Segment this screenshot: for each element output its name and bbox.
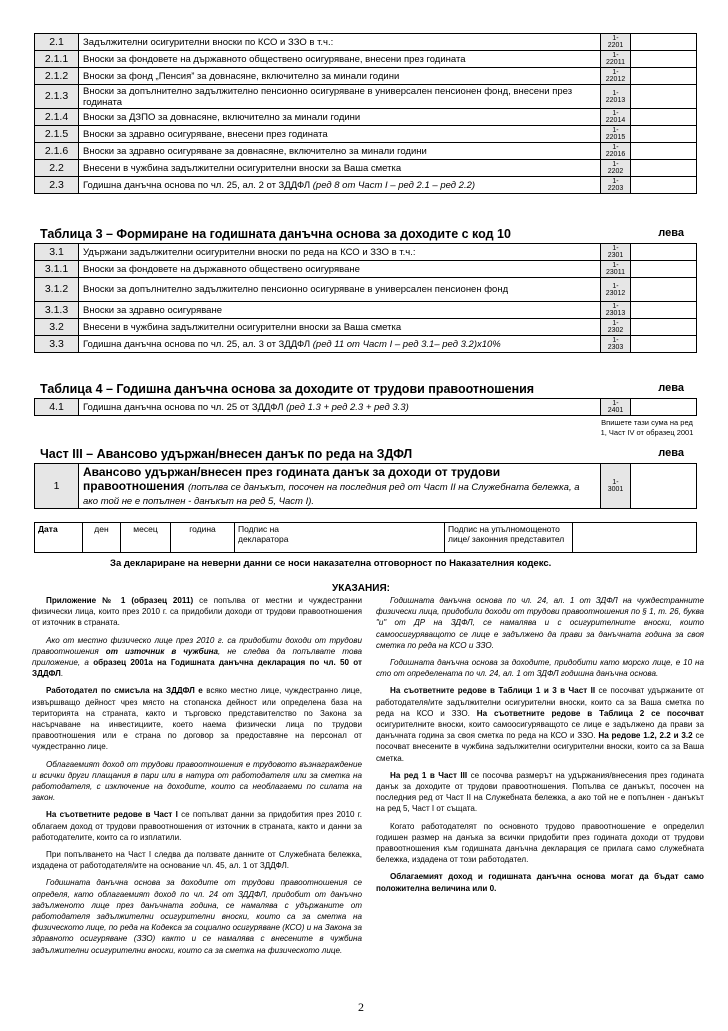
row-value-input[interactable]: [631, 109, 697, 126]
row-number: 2.1.5: [35, 126, 79, 143]
table-row: [35, 143, 697, 160]
declarant-signature[interactable]: Подпис на декларатора: [235, 523, 445, 553]
page-number: 2: [358, 1000, 364, 1014]
row-code: 1- 22011: [601, 51, 631, 68]
instruction-text: образец 2001а на Годишната данъчна декларация по чл. 50 от ЗДДФЛ: [32, 658, 362, 679]
row-code: 1- 2202: [601, 160, 631, 177]
row-description: [79, 160, 601, 177]
row-code: 1- 2203: [601, 177, 631, 194]
table-row: [35, 244, 697, 261]
instruction-text: се посочват удържаните от работодателя/ите задължителни осигурителни вноски, които са за Ваша сметка по реда на КСО и ЗЗО.: [376, 686, 704, 718]
table-row: [35, 177, 697, 194]
row-value-input[interactable]: [631, 261, 697, 278]
row-description: [79, 261, 601, 278]
row-description-text: Вноски за допълнително задължително пенсионно осигуряване в универсален пенсионен фонд: [83, 284, 509, 295]
row-number: 2.1.1: [35, 51, 79, 68]
row-description: [79, 319, 601, 336]
table-row: [35, 278, 697, 302]
instruction-text: Работодател по смисъла на ЗДДФЛ е: [46, 686, 203, 696]
row-description: [79, 126, 601, 143]
row-description: [79, 399, 601, 416]
table-row: [35, 51, 697, 68]
instruction-paragraph: [376, 657, 704, 679]
row-value-input[interactable]: [631, 336, 697, 353]
row-description: [79, 464, 601, 509]
day-field[interactable]: ден: [83, 523, 121, 553]
row-number: 3.3: [35, 336, 79, 353]
instruction-paragraph: [32, 849, 362, 871]
row-description: [79, 177, 601, 194]
row-description-text: Вноски за здравно осигуряване, внесени през годината: [83, 128, 328, 140]
instruction-paragraph: [376, 685, 704, 763]
row-code: 1- 22013: [601, 85, 631, 109]
row-description-italic: (ред 1.3 + ред 2.3 + ред 3.3): [286, 401, 409, 413]
table-row: [35, 336, 697, 353]
row-value-input[interactable]: [631, 160, 697, 177]
part-3-header: [40, 447, 690, 461]
table-row: [35, 126, 697, 143]
instruction-paragraph: [376, 770, 704, 815]
row-value-input[interactable]: [631, 51, 697, 68]
row-description-bold: Авансово удържан/внесен през годината данък за доходи от трудови правоотношения: [83, 465, 501, 493]
instruction-text: Когато работодателят по основното трудово правоотношение е определил годишен размер на данъка за всички придобити през годината доходи от трудови правоотношения към годишната данъчна декларация се прилага само служебната бележка, издадена от този работодател.: [376, 821, 704, 865]
table-row: [35, 34, 697, 51]
row-description-text: Вноски за допълнително задължително пенсионно осигуряване в универсален пенсионен фонд, внесени през годината: [83, 85, 573, 108]
table-row: [35, 160, 697, 177]
row-description: [79, 109, 601, 126]
instruction-text: Облагаемият доход и годишната данъчна основа могат да бъдат само положителна величина или 0.: [376, 872, 704, 893]
row-value-input[interactable]: [631, 85, 697, 109]
row-code: 1- 23013: [601, 302, 631, 319]
instruction-text: Приложение № 1 (образец 2011): [46, 596, 194, 605]
instruction-paragraph: [32, 877, 362, 955]
row-description-text: Внесени в чужбина задължителни осигурителни вноски за Ваша сметка: [83, 162, 402, 174]
instruction-text: се попълва от местни и чуждестранни физически лица, които през 2010 г. са придобили доходи от трудови правоотношения от източник в страната.: [32, 596, 362, 628]
table-3-unit: лева: [658, 227, 684, 239]
row-description: [79, 302, 601, 319]
instruction-text: от източник в чужбина: [105, 646, 219, 656]
row-number: 3.1: [35, 244, 79, 261]
instruction-text: На ред 1 в Част III: [390, 770, 468, 780]
table-row: [35, 302, 697, 319]
row-description-text: Внесени в чужбина задължителни осигурителни вноски за Ваша сметка: [83, 321, 402, 333]
table-3-header: [40, 227, 690, 241]
row-description-text: Вноски за фондовете на държавното обществено осигуряване, внесени през годината: [83, 53, 466, 65]
table-row: [35, 399, 697, 416]
row-code: 1- 2401: [601, 399, 631, 416]
row-number: 2.1.4: [35, 109, 79, 126]
part-3-title: Част III – Авансово удържан/внесен данък по реда на ЗДФЛ: [40, 447, 413, 461]
instruction-paragraph: [32, 595, 362, 629]
row-description: [79, 244, 601, 261]
table-4-header: [40, 382, 690, 396]
instructions-right-column: [376, 595, 704, 900]
instruction-text: Годишната данъчна основа по чл. 24, ал. 1 от ЗДФЛ на чуждестранните физически лица, придобили доходи от трудови правоотношения по § 1, т. 26, буква "и" от ДР на ЗДФЛ, се намалява и с осигурителните вноски, които самоосигуряващото се лице е задължено да прави за данъчната година за своя сметка по реда на КСО и ЗЗО.: [376, 596, 704, 650]
row-code: 1- 22015: [601, 126, 631, 143]
instruction-paragraph: [376, 595, 704, 651]
row-description-text: Вноски за фондовете на държавното обществено осигуряване: [83, 263, 360, 275]
part-3-unit: лева: [658, 447, 684, 459]
warning-text: За деклариране на неверни данни се носи наказателна отговорност по Наказателния кодекс.: [110, 558, 552, 569]
part-3-table: [34, 463, 697, 509]
row-value-input[interactable]: [631, 68, 697, 85]
row-description-text: Задължителни осигурителни вноски по КСО и ЗЗО в т.ч.:: [83, 36, 334, 48]
row-value-input[interactable]: [631, 244, 697, 261]
instruction-text: се посочват внесените в чужбина задължителни осигурителни вноски, които са за Ваша сметка.: [376, 731, 704, 763]
row-description: [79, 143, 601, 160]
instruction-text: , не следва да попълвате това приложение, а: [32, 646, 363, 668]
row-description: [79, 51, 601, 68]
instruction-text: На съответните редове в Част I: [46, 810, 178, 820]
instruction-text: Годишната данъчна основа за доходите от трудови правоотношения се определя, като облагаемият доход по чл. 24 от ЗДДФЛ, придобит от данъчно задълженото лице през данъчната година, се намалява с удържаните от работодателя задължителни осигурителни вноски, които са за сметка на физическото лице, по реда на Кодекса за социално осигуряване (КСО) и на Закона за здравното осигуряване (ЗЗО) както и се намалява с внесените в чужбина задължителни осигурителни вноски, които са за сметка на физическото лице.: [32, 878, 362, 955]
row-code: 1- 2302: [601, 319, 631, 336]
table-row: [35, 319, 697, 336]
table-4-title: Таблица 4: [40, 382, 103, 396]
table-row: [35, 261, 697, 278]
row-description-text: Годишна данъчна основа по чл. 25, ал. 2 от ЗДДФЛ: [83, 179, 311, 191]
month-field[interactable]: месец: [121, 523, 171, 553]
table-4: [34, 398, 697, 416]
table-row: [35, 109, 697, 126]
instruction-text: .: [60, 669, 64, 679]
row-value-input[interactable]: [631, 278, 697, 302]
row-value-input[interactable]: [631, 399, 697, 416]
representative-signature[interactable]: Подпис на упълномощеното лице/ законния представител: [445, 523, 573, 553]
row-code: 1- 2301: [601, 244, 631, 261]
table-2: [34, 33, 697, 194]
instructions-title: УКАЗАНИЯ:: [332, 583, 390, 594]
instruction-paragraph: [376, 821, 704, 866]
row-code: 1- 22012: [601, 68, 631, 85]
row-number: 2.1: [35, 34, 79, 51]
instruction-paragraph: [376, 871, 704, 893]
row-description: [79, 34, 601, 51]
row-description-text: Годишна данъчна основа по чл. 25 от ЗДДФЛ: [83, 401, 284, 413]
row-description: [79, 85, 601, 109]
instruction-text: се попълват данни за придобития през 2010 г. облагаем доход от трудови правоотношения от източник в страната, както и данни за работодателите, които са го изплатили.: [32, 810, 362, 842]
row-value-input[interactable]: [631, 319, 697, 336]
row-value-input[interactable]: [631, 302, 697, 319]
row-number: 2.2: [35, 160, 79, 177]
instruction-paragraph: [32, 635, 362, 680]
instruction-text: осигурителните вноски, които самоосигуряващото се лице е задължено да прави за данъчната година за своя сметка по реда на КСО и ЗЗО.: [376, 720, 704, 741]
table-row: [35, 68, 697, 85]
row-code: 1- 22014: [601, 109, 631, 126]
row-description: [79, 278, 601, 302]
row-number: 2.1.2: [35, 68, 79, 85]
table-3-title: Таблица 3: [40, 227, 103, 241]
instruction-text: всяко местно лице, чуждестранно лице, извършващо дейност чрез място на стопанска дейност или определена база на територията на страната, както и търговско представителство по Закона за насърчаване на инвестициите, което наема физически лица по трудови правоотношения или е страна по договор за предоставяне на персонал от чуждестранно лице.: [32, 686, 363, 752]
row-code: 1- 3001: [601, 464, 631, 509]
instruction-text: На съответните редове в Таблица 2 се посочват: [476, 708, 704, 718]
row-code: 1- 2201: [601, 34, 631, 51]
row-number: 1: [35, 464, 79, 509]
row-description-text: Вноски за ДЗПО за довнасяне, включително за минали години: [83, 111, 361, 123]
table-row: [35, 85, 697, 109]
year-field[interactable]: година: [171, 523, 235, 553]
instruction-paragraph: [32, 809, 362, 843]
row-value-input[interactable]: [631, 143, 697, 160]
date-label: Дата: [35, 523, 83, 553]
signature-table: [34, 522, 697, 553]
row-number: 3.2: [35, 319, 79, 336]
row-description-text: Вноски за здравно осигуряване за довнасяне, включително за минали години: [83, 145, 427, 157]
instruction-text: Ако от местно физическо лице през 2010 г. са придобити доходи от трудови правоотношения: [32, 635, 362, 656]
instruction-text: На редове 1.2, 2.2 и 3.2: [598, 731, 693, 741]
row-code: 1- 2303: [601, 336, 631, 353]
row-value-input[interactable]: [631, 464, 697, 509]
instruction-paragraph: [32, 685, 362, 752]
row-description-italic: (ред 8 от Част I – ред 2.1 – ред 2.2): [312, 179, 476, 191]
row-description-italic: (попълва се данъкът, посочен на последния ред от Част II на Служебната бележка, а ако той не е попълнен - данъкът на ред 5, Част I).: [83, 482, 580, 507]
table-4-unit: лева: [658, 382, 684, 394]
row-code: 1- 22016: [601, 143, 631, 160]
row-description-text: Вноски за здравно осигуряване: [83, 304, 222, 316]
row-description: [79, 68, 601, 85]
row-description-italic: (ред 11 от Част I – ред 3.1– ред 3.2)x10%: [312, 338, 501, 350]
row-number: 2.1.6: [35, 143, 79, 160]
row-value-input[interactable]: [631, 34, 697, 51]
row-description-text: Удържани задължителни осигурителни вноски по реда на КСО и ЗЗО в т.ч.:: [83, 246, 416, 258]
row-number: 3.1.3: [35, 302, 79, 319]
instruction-text: се посочва размерът на удържания/внесения през годината данък за доходите от трудови правоотношения. Попълва се данъкът, посочен на последния ред от Част II на Служебната бележка, а ако той не е попълнен - данъкът на ред 5, Част I от същата.: [376, 770, 704, 814]
row-value-input[interactable]: [631, 177, 697, 194]
part-3-row: [35, 464, 697, 509]
instruction-text: При попълването на Част I следва да ползвате данните от Служебната бележка, издадена от работодателя/ите на основание чл. 45, ал. 1 от ЗДДФЛ.: [32, 850, 362, 871]
row-description: [79, 336, 601, 353]
row-code: 1- 23011: [601, 261, 631, 278]
instructions-left-column: [32, 595, 362, 962]
table-3: [34, 243, 697, 353]
row-code: 1- 23012: [601, 278, 631, 302]
row-value-input[interactable]: [631, 126, 697, 143]
instruction-text: Годишната данъчна основа за доходите, придобити като морско лице, е 10 на сто от определената по чл. 24, ал. 1 от ЗДФЛ годишна данъчна основа.: [376, 658, 704, 679]
row-number: 2.1.3: [35, 85, 79, 109]
instruction-text: На съответните редове в Таблици 1 и 3 в Част II: [390, 686, 596, 696]
instruction-paragraph: [32, 759, 362, 804]
row-number: 4.1: [35, 399, 79, 416]
instruction-text: Облагаемият доход от трудови правоотношения е трудовото възнаграждение и всички други плащания в пари или в натура от работодателя или за сметка на работодателя, с изключение на доходите, които са необлагаеми по силата на закон.: [32, 759, 362, 803]
row-number: 2.3: [35, 177, 79, 194]
table-4-note: Впишете тази сума на ред 1, Част IV от образец 2001: [600, 418, 694, 437]
row-description-text: Годишна данъчна основа по чл. 25, ал. 3 от ЗДДФЛ: [83, 338, 311, 350]
table-4-subtitle: – Годишна данъчна основа за доходите от трудови правоотношения: [102, 382, 535, 396]
representative-signature-space[interactable]: [573, 523, 697, 553]
table-3-subtitle: – Формиране на годишната данъчна основа за доходите с код 10: [102, 227, 511, 241]
row-number: 3.1.1: [35, 261, 79, 278]
row-number: 3.1.2: [35, 278, 79, 302]
row-description-text: Вноски за фонд „Пенсия” за довнасяне, включително за минали години: [83, 70, 400, 82]
